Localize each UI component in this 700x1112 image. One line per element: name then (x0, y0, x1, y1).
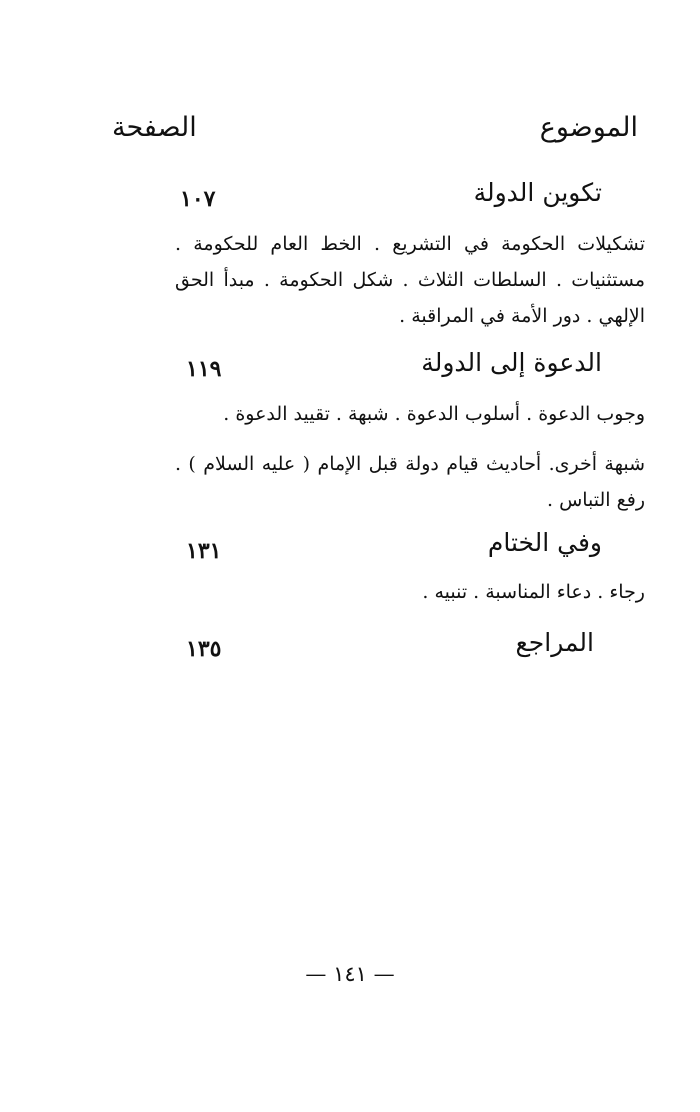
section-page-number: ١٣١ (186, 538, 222, 564)
section-description: رجاء . دعاء المناسبة . تنبيه . (422, 581, 645, 603)
section-description: وجوب الدعوة . أسلوب الدعوة . شبهة . تقييد الدعوة . (223, 403, 645, 425)
section-description: شبهة أخرى. أحاديث قيام دولة قبل الإمام ( عليه السلام ) . رفع التباس . (175, 453, 645, 511)
footer-page-number: — ١٤١ — (305, 962, 395, 986)
section-title: تكوين الدولة (473, 178, 602, 207)
section-page-number: ١١٩ (186, 356, 222, 382)
topic-column-header: الموضوع (539, 112, 638, 143)
section-page-number: ١٠٧ (180, 186, 216, 212)
section-description: تشكيلات الحكومة في التشريع . الخط العام للحكومة . مستثنيات . السلطات الثلاث . شكل الحكومة . مبدأ الحق الإلهي . دور الأمة في المراقبة . (175, 233, 645, 327)
section-page-number: ١٣٥ (186, 636, 222, 662)
page-column-header: الصفحة (112, 112, 197, 143)
section-title: الدعوة إلى الدولة (421, 348, 602, 377)
section-title: وفي الختام (487, 528, 602, 557)
section-title: المراجع (515, 628, 594, 657)
